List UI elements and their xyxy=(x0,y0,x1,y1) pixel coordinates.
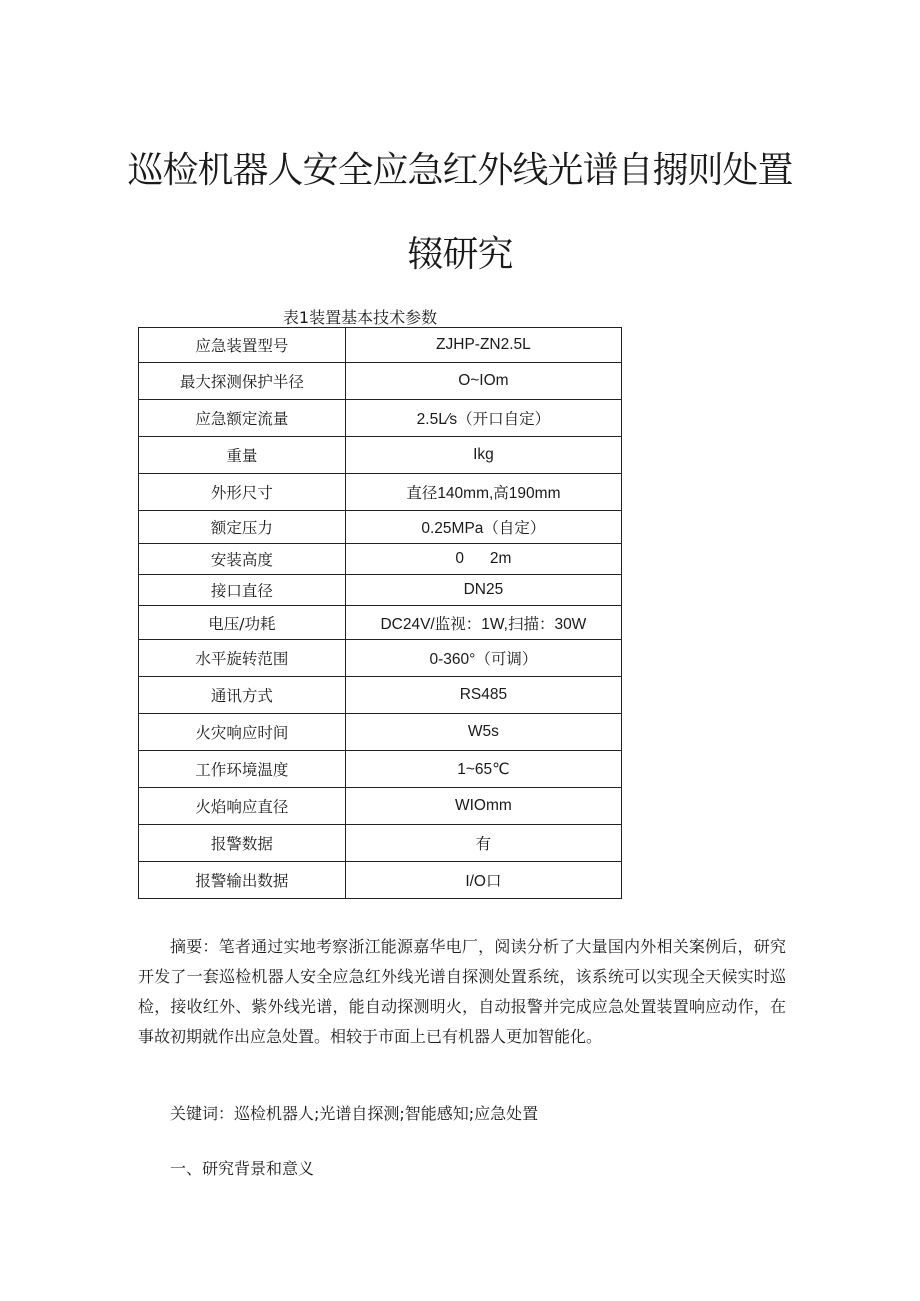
document-title-line-2: 辍研究 xyxy=(407,234,513,275)
parameter-value: RS485 xyxy=(345,677,621,714)
table-row xyxy=(139,751,622,788)
table-row xyxy=(139,511,622,544)
parameter-label: 外形尺寸 xyxy=(139,474,346,511)
table-row xyxy=(139,544,622,575)
parameter-value: Ikg xyxy=(345,437,621,474)
parameter-value: 0-360°（可调） xyxy=(345,640,621,677)
table-row xyxy=(139,328,622,363)
parameter-value: 直径140mm,高190mm xyxy=(345,474,621,511)
table-row xyxy=(139,825,622,862)
parameter-label: 最大探测保护半径 xyxy=(139,363,346,400)
parameter-value: 1~65℃ xyxy=(345,751,621,788)
abstract-paragraph: 摘要：笔者通过实地考察浙江能源嘉华电厂，阅读分析了大量国内外相关案例后，研究开发了一套巡检机器人安全应急红外线光谱自探测处置系统，该系统可以实现全天候实时巡检，接收红外、紫外线光谱，能自动探测明火，自动报警并完成应急处置装置响应动作，在事故初期就作出应急处置。相较于市面上已有机器人更加智能化。 xyxy=(138,937,786,1046)
table-row xyxy=(139,677,622,714)
parameter-label: 报警输出数据 xyxy=(139,862,346,899)
document-title-line-1: 巡检机器人安全应急红外线光谱自搦则处置 xyxy=(127,150,793,191)
parameter-label: 水平旋转范围 xyxy=(139,640,346,677)
section-heading: 一、研究背景和意义 xyxy=(170,1159,315,1178)
table-row xyxy=(139,474,622,511)
parameter-label: 安装高度 xyxy=(139,544,346,575)
parameter-label: 电压/功耗 xyxy=(139,606,346,640)
parameter-label: 接口直径 xyxy=(139,575,346,606)
table-row xyxy=(139,575,622,606)
parameter-value: DC24V/监视：1W,扫描：30W xyxy=(345,606,621,640)
table-row xyxy=(139,788,622,825)
parameter-value: ZJHP-ZN2.5L xyxy=(345,328,621,363)
parameter-label: 火焰响应直径 xyxy=(139,788,346,825)
parameter-label: 应急装置型号 xyxy=(139,328,346,363)
parameter-label: 通讯方式 xyxy=(139,677,346,714)
parameter-value: 2.5L⁄s（开口自定） xyxy=(345,400,621,437)
parameter-value: 0.25MPa（自定） xyxy=(345,511,621,544)
keywords-paragraph: 关键词：巡检机器人;光谱自探测;智能感知;应急处置 xyxy=(170,1104,539,1123)
parameter-value: O~IOm xyxy=(345,363,621,400)
parameters-table-body xyxy=(139,328,622,899)
parameter-value: WIOmm xyxy=(345,788,621,825)
table-row xyxy=(139,640,622,677)
table-row xyxy=(139,606,622,640)
parameter-value: I/O口 xyxy=(345,862,621,899)
parameter-value: 0 2m xyxy=(345,544,621,575)
parameter-label: 重量 xyxy=(139,437,346,474)
table-row xyxy=(139,437,622,474)
table-caption: 表1装置基本技术参数 xyxy=(282,308,438,327)
parameter-label: 火灾响应时间 xyxy=(139,714,346,751)
table-row xyxy=(139,714,622,751)
parameter-value: 有 xyxy=(345,825,621,862)
parameter-label: 工作环境温度 xyxy=(139,751,346,788)
table-row xyxy=(139,363,622,400)
parameter-label: 应急额定流量 xyxy=(139,400,346,437)
parameter-value: DN25 xyxy=(345,575,621,606)
parameter-label: 报警数据 xyxy=(139,825,346,862)
parameters-table xyxy=(138,327,622,899)
table-row xyxy=(139,862,622,899)
table-row xyxy=(139,400,622,437)
parameter-value: W5s xyxy=(345,714,621,751)
parameter-label: 额定压力 xyxy=(139,511,346,544)
